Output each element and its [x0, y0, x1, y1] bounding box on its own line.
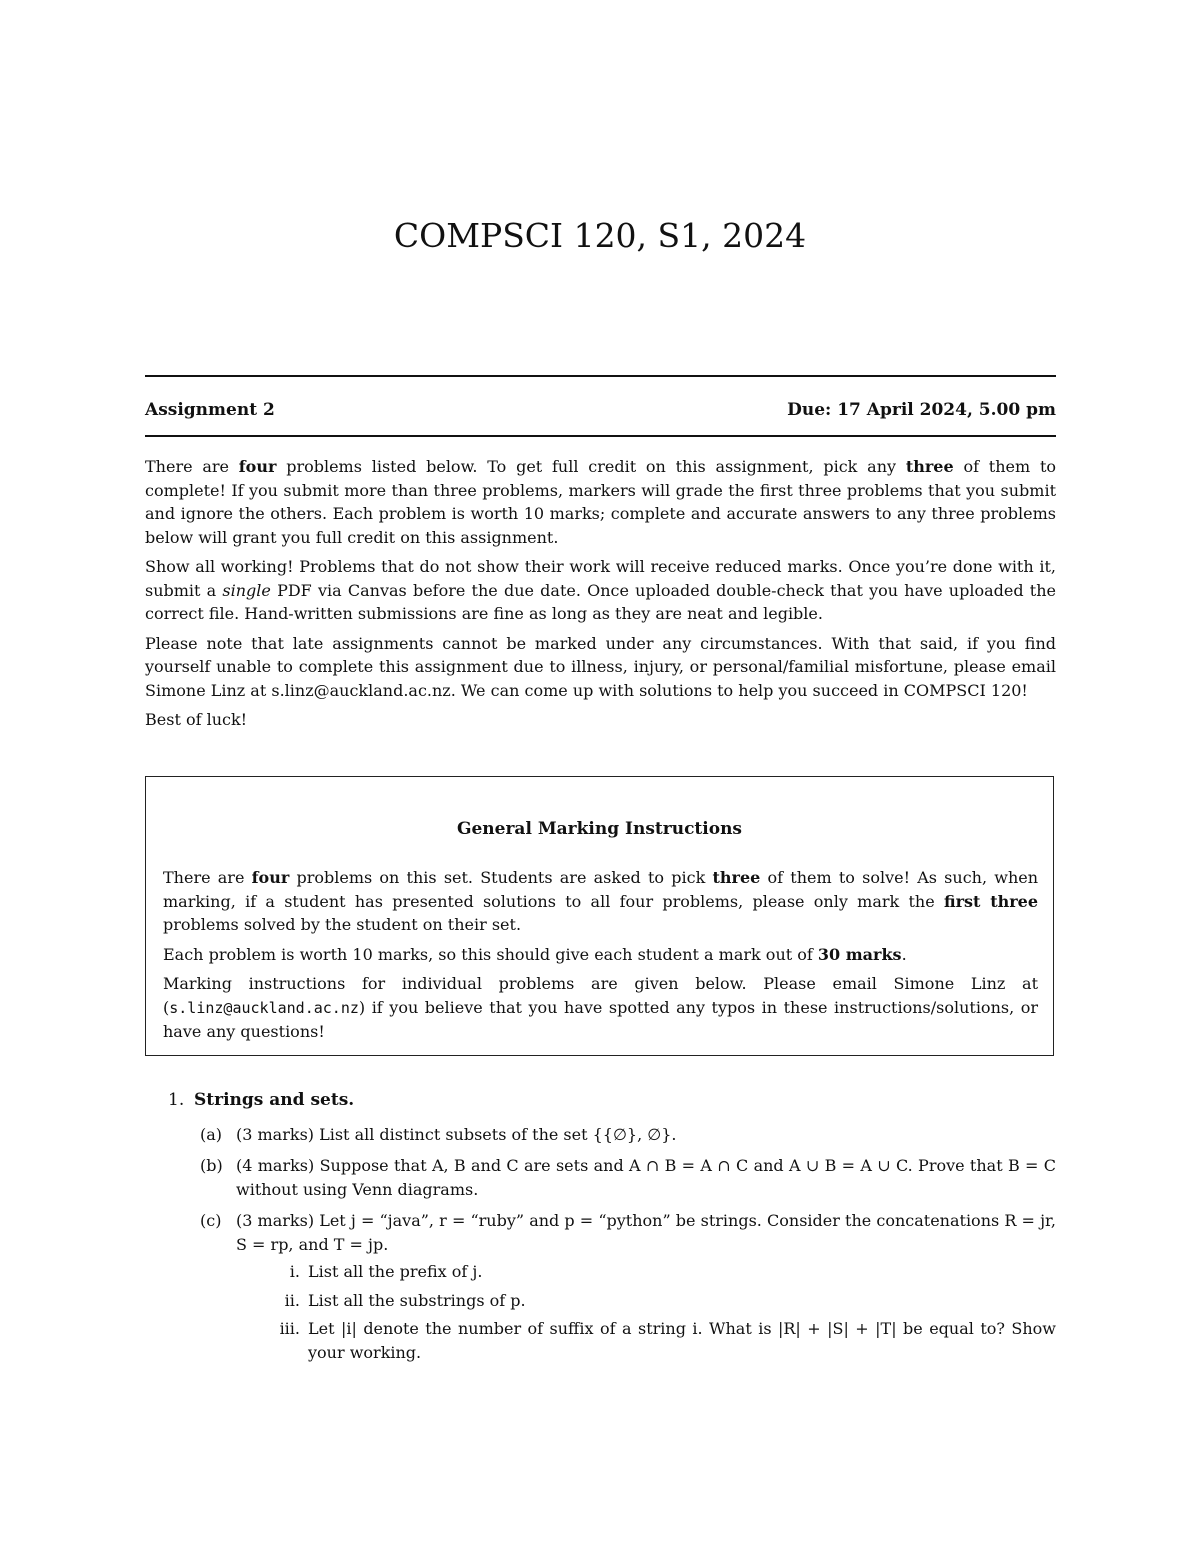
problem-1c-ii: ii. List all the substrings of p.	[284, 1290, 526, 1310]
marking-instructions-body	[163, 866, 1038, 1050]
problem-1a: (a) (3 marks) List all distinct subsets of the set {{∅}, ∅}.	[200, 1124, 677, 1144]
marking-paragraph-3: Marking instructions for individual problems are given below. Please email Simone Linz at (s.linz@auckland.ac.nz) if you believe that you have spotted any typos in these instructions/solutions, or have any questions!	[163, 974, 1038, 1041]
problem-1c: (c) (3 marks) Let j = “java”, r = “ruby” and p = “python” be strings. Consider the concatenations R = jr, S = rp, and T = jp. i. List all the prefix of j. ii. List all the substrings of p. iii. Let |i| denote the number of suffix of a string i. What is |R| + |S| + |T| be equal to? Show your working.	[200, 1209, 1056, 1364]
email-address: s.linz@auckland.ac.nz	[169, 998, 359, 1017]
problem-1-heading: 1. Strings and sets.	[168, 1090, 355, 1110]
problem-1c-i: i. List all the prefix of j.	[289, 1262, 483, 1281]
intro-paragraph-2: Show all working! Problems that do not show their work will receive reduced marks. Once you’re done with it, submit a single PDF via Canvas before the due date. Once uploaded double-check that you have uploaded the correct file. Hand-written submissions are fine as long as they are neat and legible.	[145, 557, 1057, 623]
due-date: Due: 17 April 2024, 5.00 pm	[787, 400, 1056, 420]
marking-paragraph-1: There are four problems on this set. Students are asked to pick three of them to solve! As such, when marking, if a student has presented solutions to all four problems, please only mark the first three problems solved by the student on their set.	[163, 868, 1039, 934]
marking-instructions-title: General Marking Instructions	[456, 819, 743, 839]
problem-1-parts	[200, 1123, 1056, 1365]
assignment-label: Assignment 2	[145, 400, 275, 420]
marking-paragraph-2: Each problem is worth 10 marks, so this should give each student a mark out of 30 marks.	[163, 944, 907, 964]
problem-1c-subparts	[272, 1260, 1056, 1364]
header-rule-bottom	[145, 435, 1056, 437]
intro-paragraph-4: Best of luck!	[145, 710, 248, 729]
intro-paragraph-1: There are four problems listed below. To get full credit on this assignment, pick any three of them to complete! If you submit more than three problems, markers will grade the first three problems that you submit and ignore the others. Each problem is worth 10 marks; complete and accurate answers to any three problems below will grant you full credit on this assignment.	[145, 457, 1057, 547]
problem-1b: (b) (4 marks) Suppose that A, B and C are sets and A ∩ B = A ∩ C and A ∪ B = A ∪ C. Prove that B = C without using Venn diagrams.	[200, 1156, 1056, 1199]
problem-1c-iii: iii. Let |i| denote the number of suffix of a string i. What is |R| + |S| + |T| be equal to? Show your working.	[279, 1319, 1056, 1362]
intro-paragraph-3: Please note that late assignments cannot be marked under any circumstances. With that said, if you find yourself unable to complete this assignment due to illness, injury, or personal/familial misfortune, please email Simone Linz at s.linz@auckland.ac.nz. We can come up with solutions to help you succeed in COMPSCI 120!	[145, 633, 1056, 700]
problem-1	[168, 1089, 1056, 1372]
marking-instructions-box	[145, 776, 1054, 1056]
intro-text	[145, 455, 1056, 732]
header-rule-top	[145, 375, 1056, 377]
page-title: COMPSCI 120, S1, 2024	[393, 216, 807, 255]
